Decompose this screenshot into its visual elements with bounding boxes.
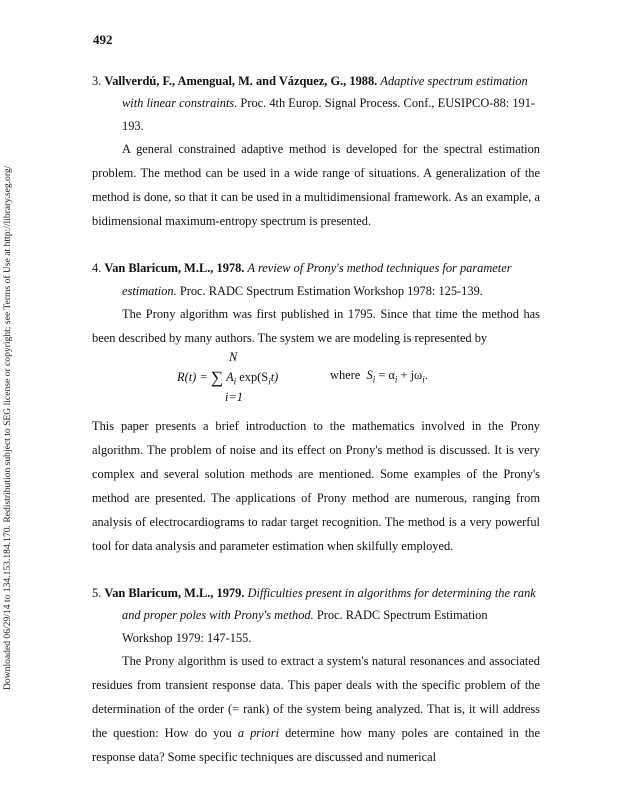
ref4-abstract-intro: The Prony algorithm was first published in 1795. Since that time the method has been described by many authors. The system we are modeling is represented by xyxy=(92,307,540,346)
sum-upper-limit: N xyxy=(229,350,238,365)
page-content xyxy=(92,70,540,769)
ref-authors: Van Blaricum, M.L., 1978. xyxy=(104,261,245,276)
ref-title: A review of Prony's method techniques for parameter estimation. xyxy=(122,261,512,298)
ref-number: 5. xyxy=(92,586,102,601)
prony-equation xyxy=(92,350,540,414)
ref-number: 3. xyxy=(92,74,102,88)
ref-venue: Proc. 4th Europ. Signal Process. Conf., EUSIPCO-88: 191-193. xyxy=(122,96,536,133)
sum-lower-limit: i=1 xyxy=(225,390,243,405)
equation-where: where $S_i = \alpha_i + j\omega_i$. xyxy=(330,368,428,385)
download-notice: Downloaded 06/29/14 to 134.153.184.170. Redistribution subject to SEG license or copyright; see Terms of Use at http://library.seg.org/ xyxy=(2,165,13,690)
equation-main: R(t) = ∑ $A_i$ $\exp(S_it)$ xyxy=(177,368,279,388)
reference-4 xyxy=(92,257,540,302)
ref-authors: Vallverdú, F., Amengual, M. and Vázquez, G., 1988. xyxy=(104,74,378,88)
ref-venue: Proc. RADC Spectrum Estimation Workshop 1979: 147-155. xyxy=(122,608,488,645)
reference-3 xyxy=(92,70,540,137)
page-number: 492 xyxy=(93,32,113,47)
ref3-abstract: A general constrained adaptive method is developed for the spectral estimation problem. The method can be used in a wide range of situations. A generalization of the method is done, so that it can be used in a multidimensional framework. As an example, a bidimensional maximum-entropy spectrum is presented. xyxy=(92,142,540,229)
ref-venue: Proc. RADC Spectrum Estimation Workshop 1978: 125-139. xyxy=(179,283,483,298)
ref5-abstract: The Prony algorithm is used to extract a system's natural resonances and associated residues from transient response data. This paper deals with the specific problem of the determination of the order (= rank) of the system being analyzed. That is, it will address the question: How do you a priori determine how many poles are contained in the response data? Some specific techniques are discussed and numerical xyxy=(92,654,541,765)
ref-number: 4. xyxy=(92,261,102,276)
ref-title: Difficulties present in algorithms for determining the rank and proper poles with Prony's method. xyxy=(122,586,536,623)
ref-authors: Van Blaricum, M.L., 1979. xyxy=(104,586,245,601)
ref4-abstract-body: This paper presents a brief introduction to the mathematics involved in the Prony algorithm. The problem of noise and its effect on Prony's method is discussed. It is very complex and several solution methods are mentioned. Some examples of the Prony's method are presented. The applications of Prony method are numerous, ranging from analysis of electrocardiograms to radar target recognition. The method is a very powerful tool for data analysis and parameter estimation when skilfully employed. xyxy=(92,419,540,554)
ref-title: Adaptive spectrum estimation with linear constraints. xyxy=(122,74,528,111)
reference-5 xyxy=(92,582,540,649)
